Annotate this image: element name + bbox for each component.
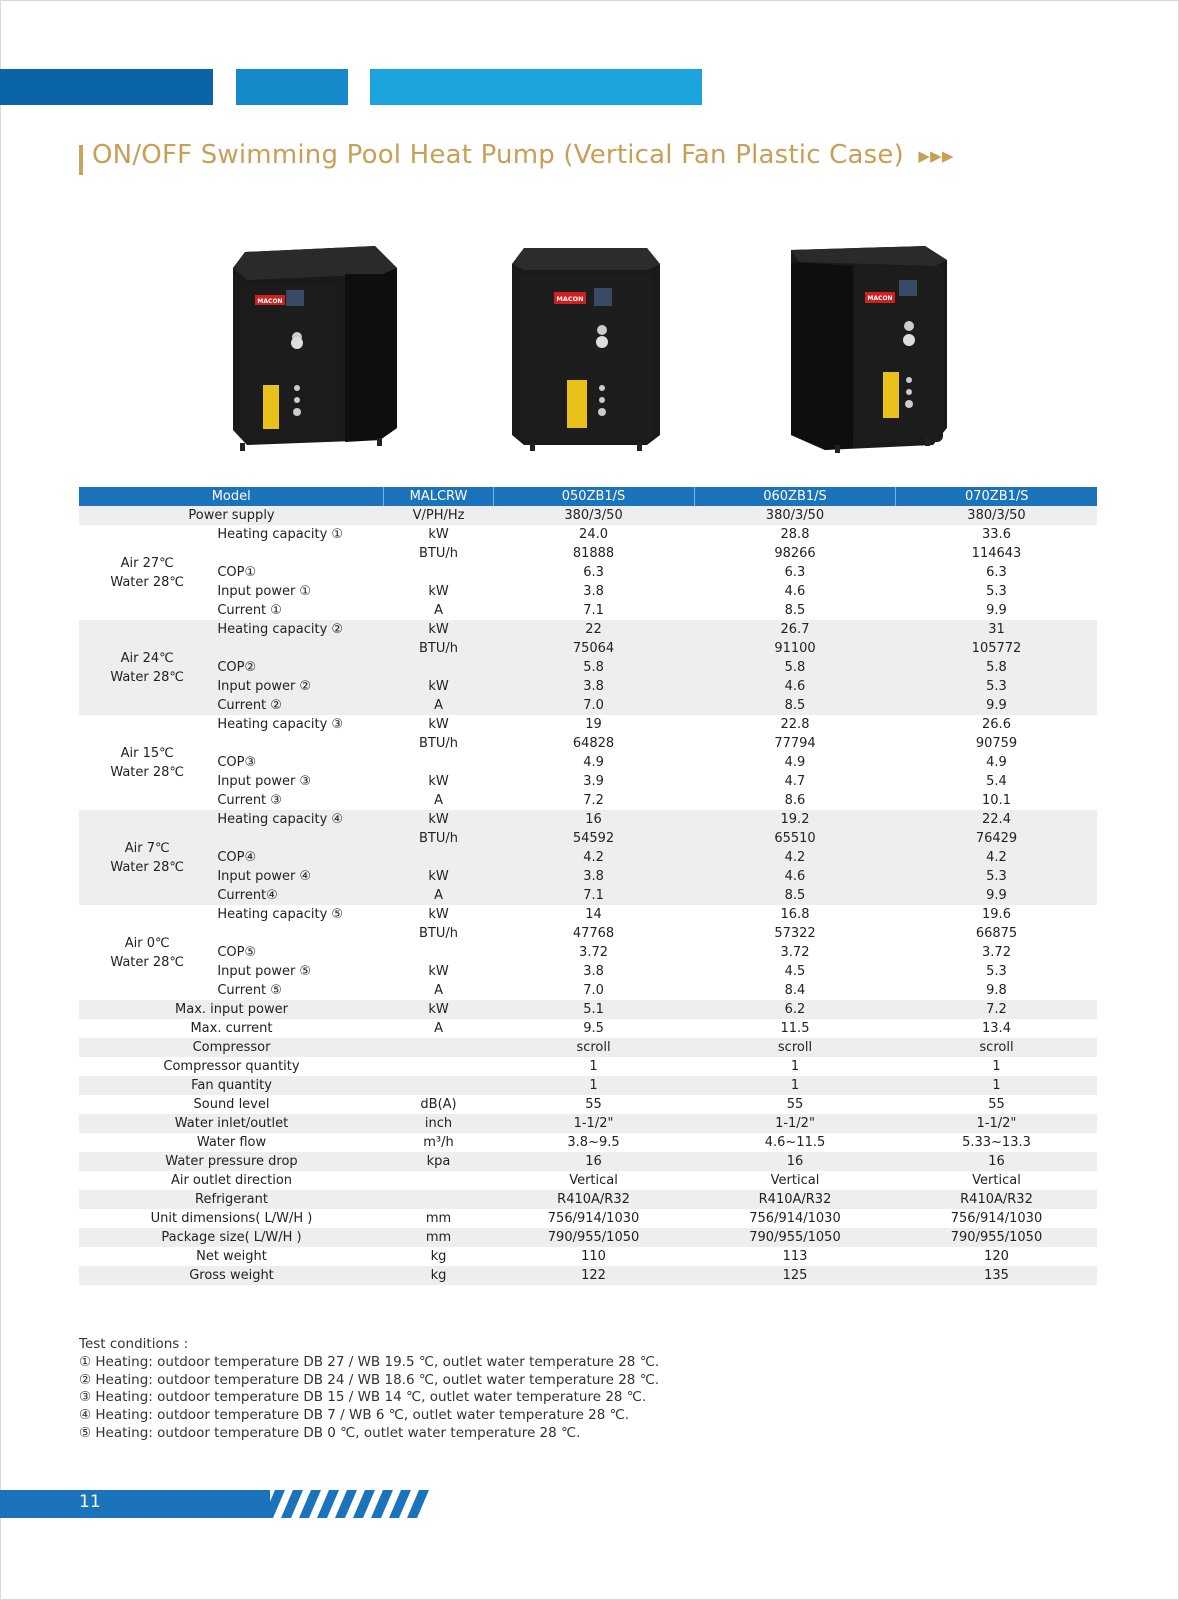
table-cell: 756/914/1030 <box>547 1211 640 1226</box>
row-label: Input power ⑤ <box>217 964 312 979</box>
unit-cell: kW <box>428 964 449 979</box>
table-cell: 19.6 <box>982 907 1011 922</box>
unit-cell: kg <box>430 1249 447 1264</box>
table-cell: Vertical <box>770 1173 820 1188</box>
title-accent <box>79 145 83 175</box>
table-cell: 7.0 <box>583 983 604 998</box>
unit-cell: mm <box>384 1228 493 1247</box>
table-cell: 9.8 <box>986 983 1007 998</box>
table-cell: 5.3 <box>986 964 1007 979</box>
unit-cell: A <box>434 793 443 808</box>
table-cell: 113 <box>782 1249 808 1264</box>
table-row <box>79 1076 1097 1095</box>
table-row <box>79 639 1097 658</box>
table-cell: 98266 <box>774 546 816 561</box>
row-label: Heating capacity ② <box>215 620 384 639</box>
table-row <box>79 677 1097 696</box>
unit-cell: m³/h <box>423 1135 454 1150</box>
row-label: Package size( L/W/H ) <box>79 1228 384 1247</box>
table-cell: 120 <box>984 1249 1009 1264</box>
row-label: COP③ <box>217 755 257 770</box>
table-row <box>79 753 1097 772</box>
note-line: ⑤ Heating: outdoor temperature DB 0 ℃, outlet water temperature 28 ℃. <box>79 1424 581 1441</box>
row-label: Current④ <box>215 886 384 905</box>
unit-cell: A <box>384 696 493 715</box>
table-cell: 1 <box>694 1076 896 1095</box>
table-cell: 380/3/50 <box>694 506 896 525</box>
table-cell: 4.2 <box>694 848 896 867</box>
unit-cell: kW <box>428 584 449 599</box>
unit-cell: kW <box>384 810 493 829</box>
table-cell: 110 <box>581 1249 606 1264</box>
table-row <box>79 601 1097 620</box>
table-row <box>79 924 1097 943</box>
row-label: Refrigerant <box>79 1190 384 1209</box>
table-cell: 22 <box>493 620 694 639</box>
table-cell: 77794 <box>774 736 816 751</box>
table-cell: 4.7 <box>784 774 806 789</box>
table-cell: 19.2 <box>694 810 896 829</box>
table-row <box>79 810 1097 829</box>
table-cell: 122 <box>493 1266 694 1285</box>
unit-cell <box>384 848 493 867</box>
table-row <box>79 791 1097 810</box>
row-label: Input power ④ <box>215 867 384 886</box>
table-cell: 5.3 <box>986 584 1007 599</box>
table-row <box>79 981 1097 1000</box>
table-cell: 57322 <box>774 926 816 941</box>
table-cell: 3.8 <box>493 867 694 886</box>
table-cell: 81888 <box>572 546 615 561</box>
table-cell: 1 <box>896 1076 1097 1095</box>
table-row <box>79 1152 1097 1171</box>
table-cell: 380/3/50 <box>493 506 694 525</box>
row-label: COP④ <box>215 848 384 867</box>
table-cell: 4.6 <box>694 677 896 696</box>
table-row <box>79 1228 1097 1247</box>
note-line: ④ Heating: outdoor temperature DB 7 / WB 6 ℃, outlet water temperature 28 ℃. <box>79 1407 630 1424</box>
row-label <box>215 544 384 563</box>
table-cell: 16 <box>493 1152 694 1171</box>
table-cell: 19 <box>585 717 602 732</box>
table-cell: 11.5 <box>780 1021 810 1036</box>
unit-cell: BTU/h <box>419 926 459 941</box>
table-cell: 16 <box>493 810 694 829</box>
row-label: Fan quantity <box>79 1076 384 1095</box>
table-cell: 47768 <box>572 926 615 941</box>
unit-cell <box>384 943 493 962</box>
header-bar-light <box>370 69 702 105</box>
unit-cell: kW <box>428 527 449 542</box>
table-row <box>79 886 1097 905</box>
table-cell: 9.9 <box>986 603 1007 618</box>
unit-cell: kW <box>428 907 449 922</box>
table-row <box>79 1000 1097 1019</box>
table-cell: 3.8 <box>583 584 604 599</box>
unit-cell: BTU/h <box>384 639 493 658</box>
condition-air: Air 15℃ <box>120 745 174 761</box>
table-cell: Vertical <box>972 1173 1021 1188</box>
note-line: ① Heating: outdoor temperature DB 27 / WB 19.5 ℃, outlet water temperature 28 ℃. <box>79 1353 660 1370</box>
product-image-070 <box>785 240 955 460</box>
unit-cell: kW <box>384 1000 493 1019</box>
table-cell: 3.72 <box>780 945 810 960</box>
condition-air: Air 7℃ <box>124 840 170 856</box>
table-cell: 1 <box>992 1059 1001 1074</box>
unit-cell: BTU/h <box>419 546 459 561</box>
table-cell: Vertical <box>569 1173 618 1188</box>
row-label: Input power ③ <box>217 774 312 789</box>
table-cell: 10.1 <box>982 793 1011 808</box>
table-row <box>79 1095 1097 1114</box>
table-row <box>79 487 1097 506</box>
table-cell: 55 <box>786 1097 804 1112</box>
table-cell: scroll <box>896 1038 1097 1057</box>
table-cell: 3.8 <box>583 964 604 979</box>
unit-cell: A <box>434 983 443 998</box>
row-label: Air outlet direction <box>170 1173 293 1188</box>
table-cell: 55 <box>585 1097 602 1112</box>
table-row <box>79 943 1097 962</box>
condition-water: Water 28℃ <box>110 954 185 970</box>
table-cell: 33.6 <box>982 527 1011 542</box>
row-label: Current ① <box>217 603 282 618</box>
row-label: Power supply <box>79 506 384 525</box>
table-cell: 105772 <box>896 639 1097 658</box>
header-model-070: 070ZB1/S <box>896 487 1097 506</box>
table-cell: 790/955/1050 <box>493 1228 694 1247</box>
table-cell: R410A/R32 <box>896 1190 1097 1209</box>
unit-cell: A <box>434 1021 443 1036</box>
table-row <box>79 1133 1097 1152</box>
condition-water: Water 28℃ <box>110 574 185 590</box>
table-cell: 8.6 <box>784 793 806 808</box>
condition-water: Water 28℃ <box>110 764 185 780</box>
condition-air: Air 0℃ <box>124 935 170 951</box>
table-cell: 380/3/50 <box>896 506 1097 525</box>
unit-cell <box>384 1038 493 1057</box>
unit-cell: kg <box>384 1266 493 1285</box>
table-row <box>79 1190 1097 1209</box>
table-cell: 135 <box>896 1266 1097 1285</box>
unit-cell <box>384 563 493 582</box>
row-label: Current ② <box>215 696 384 715</box>
table-cell: 3.8~9.5 <box>567 1135 620 1150</box>
table-cell: 756/914/1030 <box>950 1211 1043 1226</box>
header-model-060: 060ZB1/S <box>694 487 896 506</box>
table-cell: 4.6~11.5 <box>764 1135 826 1150</box>
table-row <box>79 867 1097 886</box>
row-label: Heating capacity ① <box>217 527 344 542</box>
condition-label <box>79 810 215 905</box>
table-cell: 7.2 <box>583 793 604 808</box>
table-cell: 65510 <box>694 829 896 848</box>
table-row <box>79 1209 1097 1228</box>
table-cell: 8.5 <box>694 696 896 715</box>
table-row <box>79 563 1097 582</box>
table-row <box>79 734 1097 753</box>
note-line: ② Heating: outdoor temperature DB 24 / WB 18.6 ℃, outlet water temperature 28 ℃. <box>79 1371 660 1388</box>
table-cell: 4.9 <box>986 755 1007 770</box>
table-cell: 1-1/2" <box>896 1114 1097 1133</box>
row-label: Unit dimensions( L/W/H ) <box>150 1211 313 1226</box>
title-arrows-icon: ▶▶▶ <box>918 146 954 165</box>
row-label: Gross weight <box>79 1266 384 1285</box>
header-model-050: 050ZB1/S <box>493 487 694 506</box>
table-cell: 75064 <box>493 639 694 658</box>
table-row <box>79 772 1097 791</box>
table-cell: 5.8 <box>896 658 1097 677</box>
table-row <box>79 525 1097 544</box>
table-cell: 4.2 <box>896 848 1097 867</box>
unit-cell: V/PH/Hz <box>384 506 493 525</box>
table-cell: 4.6 <box>694 867 896 886</box>
unit-cell <box>384 1057 493 1076</box>
table-row <box>79 658 1097 677</box>
row-label: Water pressure drop <box>79 1152 384 1171</box>
table-cell: 125 <box>694 1266 896 1285</box>
table-cell: 22.4 <box>896 810 1097 829</box>
unit-cell: inch <box>384 1114 493 1133</box>
header-model: Model <box>79 487 384 506</box>
table-cell: 16 <box>694 1152 896 1171</box>
table-cell: scroll <box>694 1038 896 1057</box>
table-cell: 3.9 <box>583 774 604 789</box>
table-cell: 1 <box>790 1059 800 1074</box>
table-row <box>79 962 1097 981</box>
header-bar-mid <box>236 69 348 105</box>
unit-cell: dB(A) <box>420 1097 457 1112</box>
row-label <box>215 924 384 943</box>
table-cell: 4.9 <box>583 755 604 770</box>
table-row <box>79 544 1097 563</box>
unit-cell <box>384 658 493 677</box>
row-label: COP⑤ <box>217 945 257 960</box>
row-label: Net weight <box>196 1249 267 1264</box>
unit-cell <box>384 1076 493 1095</box>
row-label: Water flow <box>196 1135 267 1150</box>
row-label: COP① <box>217 565 257 580</box>
table-cell: 7.1 <box>583 603 604 618</box>
table-row <box>79 1019 1097 1038</box>
table-cell: 1 <box>493 1076 694 1095</box>
brand-label: MACON <box>867 295 893 302</box>
table-cell: 66875 <box>975 926 1018 941</box>
table-cell: 31 <box>896 620 1097 639</box>
table-cell: 24.0 <box>579 527 608 542</box>
table-cell: 7.1 <box>493 886 694 905</box>
table-cell: 64828 <box>572 736 615 751</box>
row-label <box>215 829 384 848</box>
table-cell: 790/955/1050 <box>896 1228 1097 1247</box>
table-row <box>79 829 1097 848</box>
footer-bar <box>0 1490 270 1518</box>
table-cell: 9.5 <box>583 1021 604 1036</box>
table-cell: 1 <box>589 1059 598 1074</box>
condition-label <box>79 525 215 620</box>
page-title-text: ON/OFF Swimming Pool Heat Pump (Vertical Fan Plastic Case) <box>92 140 904 170</box>
table-row <box>79 506 1097 525</box>
table-cell: 6.2 <box>694 1000 896 1019</box>
row-label: COP② <box>215 658 384 677</box>
table-cell: 76429 <box>896 829 1097 848</box>
table-cell: 5.3 <box>896 867 1097 886</box>
table-cell: 756/914/1030 <box>749 1211 841 1226</box>
table-cell: 9.9 <box>896 696 1097 715</box>
table-row <box>79 620 1097 639</box>
table-cell: 54592 <box>493 829 694 848</box>
table-cell: 55 <box>988 1097 1005 1112</box>
table-row <box>79 1171 1097 1190</box>
table-cell: 790/955/1050 <box>694 1228 896 1247</box>
table-cell: 16.8 <box>780 907 810 922</box>
condition-label <box>79 715 215 810</box>
table-cell: 8.5 <box>784 603 806 618</box>
table-cell: 14 <box>585 907 602 922</box>
table-row <box>79 1266 1097 1285</box>
table-cell: 26.6 <box>982 717 1011 732</box>
table-cell: 5.1 <box>493 1000 694 1019</box>
table-cell: 3.72 <box>579 945 608 960</box>
row-label <box>215 639 384 658</box>
table-cell: 8.4 <box>784 983 806 998</box>
table-cell: 26.7 <box>694 620 896 639</box>
unit-cell: kW <box>384 677 493 696</box>
row-label: Input power ① <box>217 584 312 599</box>
row-label: Current ③ <box>217 793 282 808</box>
table-cell: 5.4 <box>986 774 1007 789</box>
table-cell: scroll <box>493 1038 694 1057</box>
table-cell: 91100 <box>694 639 896 658</box>
table-row <box>79 848 1097 867</box>
unit-cell: BTU/h <box>384 829 493 848</box>
table-cell: 7.2 <box>896 1000 1097 1019</box>
note-line: ③ Heating: outdoor temperature DB 15 / WB 14 ℃, outlet water temperature 28 ℃. <box>79 1389 647 1406</box>
table-cell: 4.5 <box>784 964 806 979</box>
table-cell: 28.8 <box>780 527 810 542</box>
table-row <box>79 1247 1097 1266</box>
page-number: 11 <box>79 1492 101 1512</box>
row-label: Max. input power <box>79 1000 384 1019</box>
header-bar-dark <box>0 69 213 105</box>
table-row <box>79 905 1097 924</box>
table-cell: 6.3 <box>784 565 806 580</box>
condition-label <box>79 620 215 715</box>
condition-water: Water 28℃ <box>110 859 185 875</box>
unit-cell: A <box>384 886 493 905</box>
table-cell: 5.3 <box>896 677 1097 696</box>
unit-cell: BTU/h <box>419 736 459 751</box>
table-row <box>79 715 1097 734</box>
table-cell: 5.8 <box>694 658 896 677</box>
unit-cell: kW <box>384 867 493 886</box>
table-row <box>79 1057 1097 1076</box>
table-cell: 6.3 <box>986 565 1007 580</box>
row-label: Input power ② <box>215 677 384 696</box>
test-conditions <box>79 1336 659 1443</box>
unit-cell <box>384 1190 493 1209</box>
brand-label: MACON <box>257 298 283 305</box>
unit-cell: kW <box>384 620 493 639</box>
unit-cell <box>384 1171 493 1190</box>
table-cell: 3.8 <box>493 677 694 696</box>
row-label: Heating capacity ④ <box>215 810 384 829</box>
table-cell: 90759 <box>975 736 1018 751</box>
table-cell: 4.9 <box>784 755 806 770</box>
condition-air: Air 27℃ <box>120 555 174 571</box>
table-cell: 7.0 <box>493 696 694 715</box>
unit-cell <box>384 753 493 772</box>
unit-cell: mm <box>425 1211 452 1226</box>
unit-cell: kW <box>428 717 449 732</box>
table-cell: 4.2 <box>493 848 694 867</box>
product-image-060 <box>512 240 662 460</box>
table-row <box>79 696 1097 715</box>
brand-label: MACON <box>556 295 584 303</box>
row-label: Sound level <box>193 1097 270 1112</box>
table-cell: R410A/R32 <box>493 1190 694 1209</box>
table-cell: 1-1/2" <box>493 1114 694 1133</box>
table-cell: 5.33~13.3 <box>962 1135 1031 1150</box>
row-label: Compressor <box>79 1038 384 1057</box>
condition-air: Air 24℃ <box>120 650 174 666</box>
row-label: Compressor quantity <box>163 1059 300 1074</box>
table-cell: 6.3 <box>583 565 604 580</box>
header-series: MALCRW <box>384 487 493 506</box>
table-cell: 22.8 <box>780 717 810 732</box>
table-cell: 114643 <box>971 546 1022 561</box>
condition-label <box>79 905 215 1000</box>
table-cell: R410A/R32 <box>694 1190 896 1209</box>
row-label: Heating capacity ⑤ <box>217 907 344 922</box>
table-cell: 1-1/2" <box>694 1114 896 1133</box>
page-title <box>92 140 954 170</box>
table-cell: 3.72 <box>982 945 1011 960</box>
table-cell: 16 <box>896 1152 1097 1171</box>
condition-water: Water 28℃ <box>110 669 185 685</box>
product-image-050 <box>225 240 405 460</box>
table-cell: 13.4 <box>982 1021 1011 1036</box>
table-row <box>79 582 1097 601</box>
table-cell: 9.9 <box>896 886 1097 905</box>
row-label: Heating capacity ③ <box>217 717 344 732</box>
table-cell: 4.6 <box>784 584 806 599</box>
table-cell: 8.5 <box>694 886 896 905</box>
footer-stripes <box>265 1490 435 1518</box>
table-row <box>79 1114 1097 1133</box>
row-label: Current ⑤ <box>217 983 282 998</box>
row-label: Max. current <box>190 1021 273 1036</box>
spec-table <box>79 487 1097 1285</box>
unit-cell: kW <box>428 774 449 789</box>
table-cell: 5.8 <box>493 658 694 677</box>
table-row <box>79 1038 1097 1057</box>
notes-heading: Test conditions : <box>79 1336 189 1352</box>
row-label: Water inlet/outlet <box>79 1114 384 1133</box>
unit-cell: A <box>434 603 443 618</box>
unit-cell: kpa <box>384 1152 493 1171</box>
row-label <box>215 734 384 753</box>
